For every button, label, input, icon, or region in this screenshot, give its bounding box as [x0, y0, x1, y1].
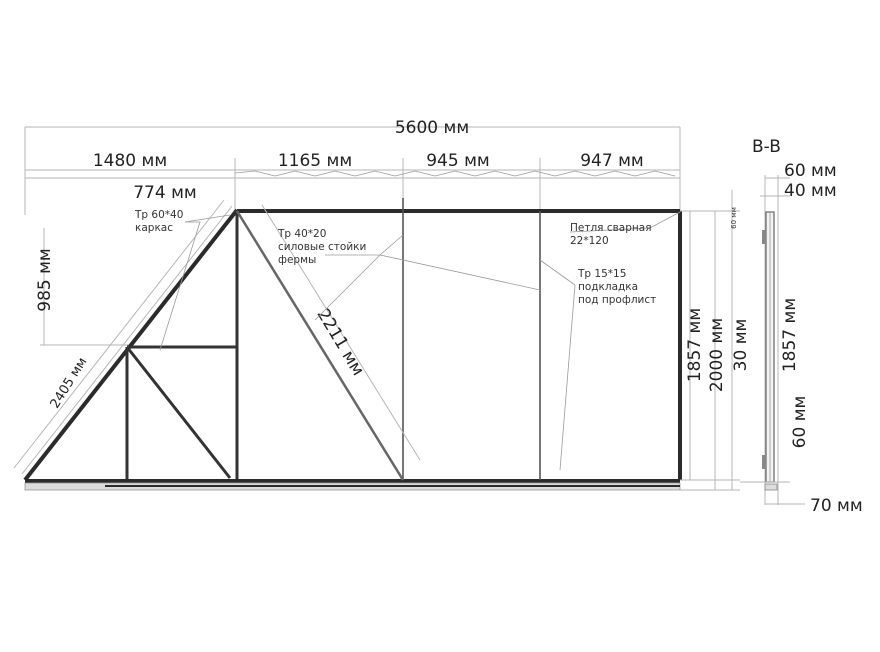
welded-hinge-note	[570, 222, 655, 247]
gap-30-label: 30 мм	[731, 318, 751, 372]
segment-945-label: 945 мм	[426, 151, 490, 171]
frame-pipe-note-line2: каркас	[135, 222, 173, 234]
lining-pipe-note	[577, 268, 656, 306]
segment-947-label: 947 мм	[580, 151, 644, 171]
truss-posts-note-line1: Тр 40*20	[278, 228, 327, 240]
truss-posts-note	[277, 228, 370, 266]
welded-hinge-note-line1: Петля сварная	[570, 222, 652, 234]
section-dim-70: 70 мм	[810, 496, 863, 516]
lining-pipe-note-line3: под профлист	[578, 294, 657, 306]
lining-pipe-note-line1: Тр 15*15	[578, 268, 627, 280]
height-2000-label: 2000 мм	[707, 317, 727, 393]
segment-774-label: 774 мм	[133, 183, 197, 203]
truss-posts-note-line2: силовые стойки	[278, 241, 367, 253]
section-title: B-B	[752, 137, 781, 157]
section-dim-1857: 1857 мм	[780, 297, 800, 373]
height-985-label: 985 мм	[35, 248, 55, 312]
top-dimension-lines	[25, 127, 680, 215]
height-1857-label: 1857 мм	[685, 307, 705, 383]
segment-1480-label: 1480 мм	[92, 151, 168, 171]
frame-pipe-note	[134, 209, 187, 234]
lining-pipe-note-line2: подкладка	[578, 281, 639, 293]
truss-frame	[14, 200, 237, 480]
welded-hinge-note-line2: 22*120	[570, 235, 609, 247]
section-dim-60-bottom: 60 мм	[790, 395, 810, 449]
diagonal-2405-label: 2405 мм	[47, 355, 91, 412]
total-length-label: 5600 мм	[394, 118, 470, 138]
truss-posts-note-line3: фермы	[278, 254, 317, 266]
segment-1165-label: 1165 мм	[277, 151, 353, 171]
frame-pipe-note-line1: Тр 60*40	[135, 209, 184, 221]
diagonal-2211-label: 2211 мм	[312, 305, 368, 380]
section-dim-40: 40 мм	[784, 181, 837, 201]
section-dim-60-top: 60 мм	[784, 161, 837, 181]
small-60-label: 60 мм	[730, 207, 738, 229]
